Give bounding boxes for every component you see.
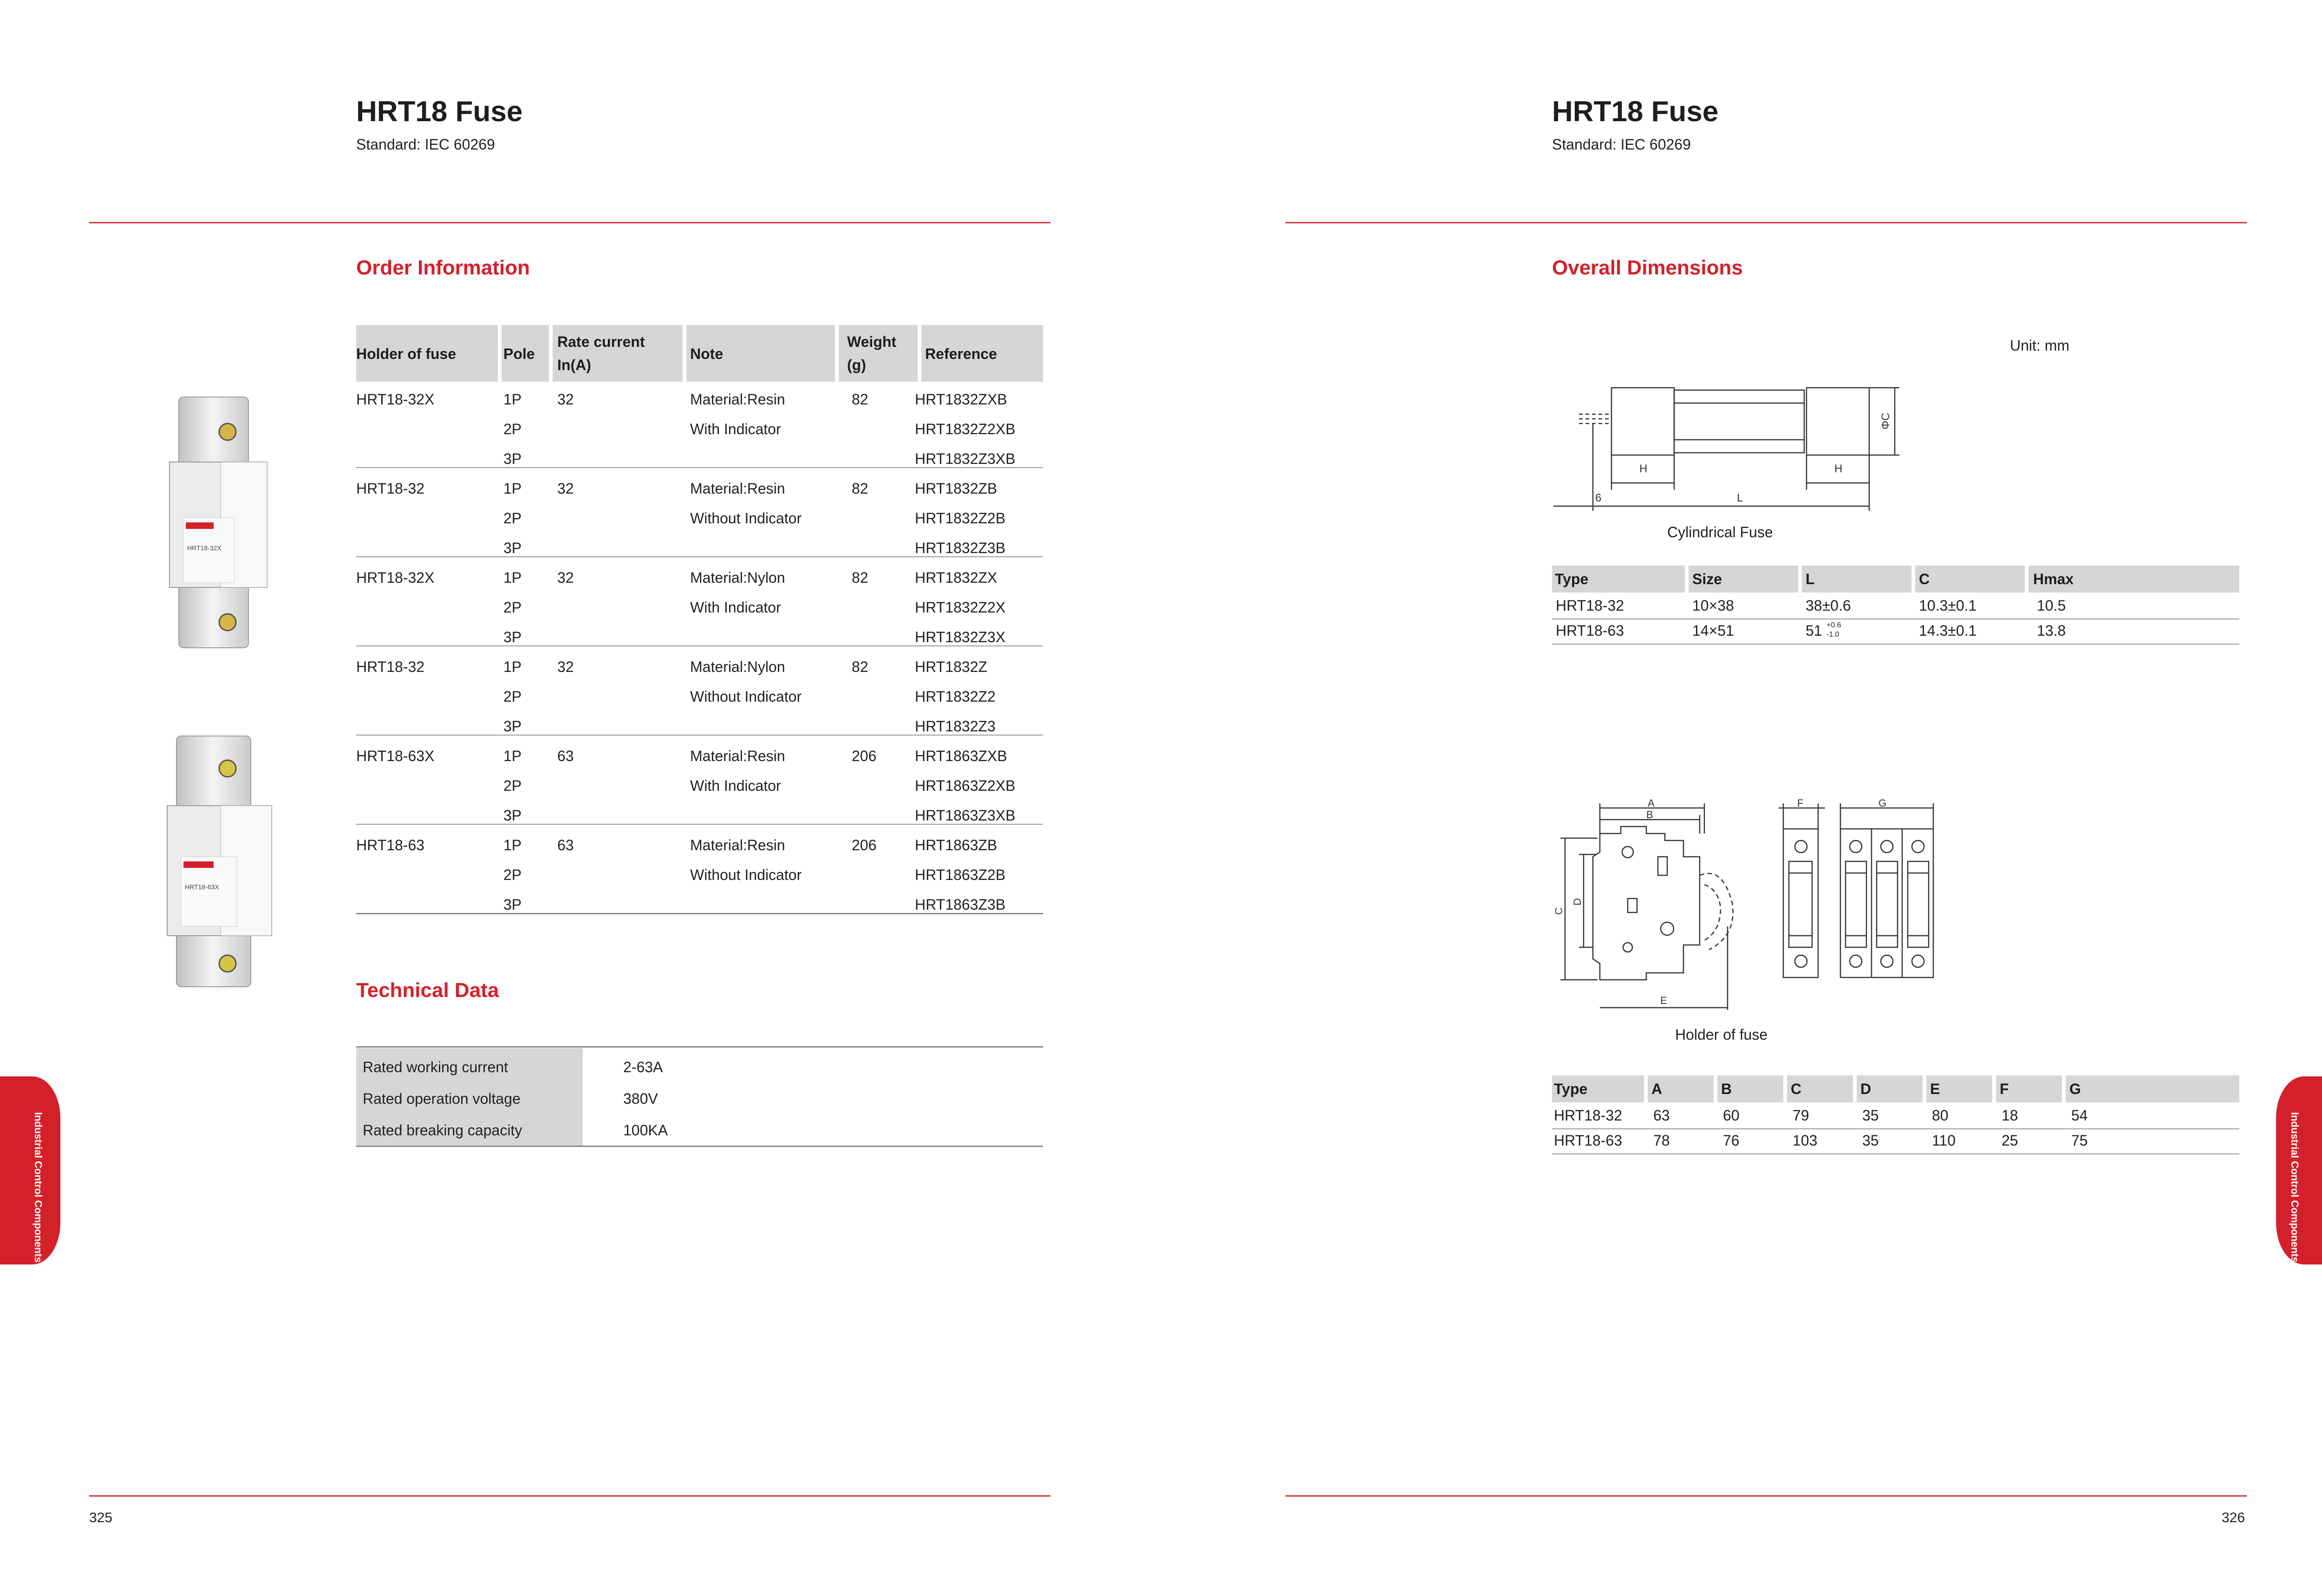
order-cell-note: With Indicator — [690, 777, 781, 794]
holder-row2-cell: 75 — [2071, 1132, 2088, 1149]
holder-dim-c: C — [1553, 907, 1565, 915]
order-header-weight-1: Weight — [847, 333, 897, 350]
holder-dim-d: D — [1572, 898, 1583, 905]
fuse-row2-l-tol-minus: -1.0 — [1826, 631, 1839, 638]
order-cell-reference: HRT1832Z3B — [915, 540, 1006, 556]
fuse-row2-size: 14×51 — [1692, 622, 1734, 639]
holder-dim-b: B — [1646, 809, 1653, 821]
holder-row1-cell: 80 — [1932, 1107, 1949, 1124]
order-group-divider — [356, 824, 1043, 825]
order-cell-current: 32 — [557, 480, 574, 497]
order-cell-reference: HRT1832ZX — [915, 569, 998, 586]
holder-row2-cell: 78 — [1653, 1132, 1670, 1149]
right-bottom-rule — [1285, 1495, 2247, 1497]
order-cell-pole: 3P — [503, 450, 522, 467]
fuse-dim-h2: H — [1834, 463, 1843, 475]
holder-dim-a: A — [1648, 797, 1655, 809]
order-cell-note: With Indicator — [690, 599, 781, 616]
holder-header-a: A — [1651, 1081, 1663, 1097]
fuse-dim-l: L — [1737, 492, 1743, 504]
order-cell-current: 63 — [557, 748, 574, 764]
order-cell-current: 32 — [557, 658, 574, 675]
order-cell-reference: HRT1863ZXB — [915, 748, 1007, 764]
order-cell-holder: HRT18-63 — [356, 837, 425, 853]
order-group-divider — [356, 913, 1043, 914]
order-header-pole: Pole — [503, 345, 535, 362]
order-cell-note: Material:Resin — [690, 837, 785, 853]
cylindrical-fuse-drawing — [1551, 362, 1923, 520]
order-cell-weight: 206 — [852, 837, 877, 853]
holder-header-type: Type — [1554, 1081, 1588, 1097]
order-cell-note: Without Indicator — [690, 688, 802, 705]
order-cell-current: 63 — [557, 837, 574, 853]
order-cell-weight: 82 — [852, 658, 868, 675]
order-cell-note: Without Indicator — [690, 510, 802, 527]
order-cell-pole: 1P — [503, 569, 522, 586]
order-cell-reference: HRT1832Z3XB — [915, 450, 1016, 467]
left-page-title: HRT18 Fuse — [356, 96, 523, 128]
order-header-holder: Holder of fuse — [356, 345, 457, 362]
fuse-row2-l-tol-plus: +0.6 — [1826, 621, 1841, 629]
order-cell-pole: 3P — [503, 540, 522, 556]
order-cell-pole: 2P — [503, 510, 522, 527]
order-cell-reference: HRT1832Z2B — [915, 510, 1006, 527]
order-cell-pole: 1P — [503, 837, 522, 853]
order-cell-note: Without Indicator — [690, 866, 802, 883]
holder-row2-cell: 25 — [2002, 1132, 2018, 1149]
order-cell-holder: HRT18-32X — [356, 569, 435, 586]
fuse-row1-type: HRT18-32 — [1556, 597, 1624, 614]
order-cell-holder: HRT18-32 — [356, 480, 425, 497]
order-group-divider — [356, 735, 1043, 736]
fuse-row1-l: 38±0.6 — [1806, 597, 1851, 614]
holder-dim-e: E — [1660, 995, 1667, 1006]
tech-row-label-3: Rated breaking capacity — [363, 1122, 522, 1139]
holder-row2-cell: HRT18-63 — [1554, 1132, 1623, 1149]
holder-header-c: C — [1791, 1081, 1802, 1097]
fuse-row1-size: 10×38 — [1692, 597, 1734, 614]
holder-row1-cell: 35 — [1862, 1107, 1879, 1124]
fuse-dim-h1: H — [1639, 463, 1648, 475]
order-cell-holder: HRT18-32 — [356, 658, 425, 675]
fuse-header-c: C — [1919, 571, 1930, 587]
order-cell-reference: HRT1832Z3X — [915, 629, 1006, 645]
holder-row2-cell: 103 — [1793, 1132, 1818, 1149]
right-page-number: 326 — [2222, 1510, 2245, 1525]
unit-label: Unit: mm — [2010, 337, 2069, 354]
holder-header-e: E — [1930, 1081, 1940, 1097]
tech-row-value-3: 100KA — [623, 1122, 668, 1139]
holder-table-bottom-rule — [1552, 1153, 2239, 1154]
order-cell-reference: HRT1832ZB — [915, 480, 998, 497]
order-cell-current: 32 — [557, 569, 574, 586]
order-cell-reference: HRT1863Z3XB — [915, 807, 1016, 824]
order-cell-weight: 82 — [852, 480, 868, 497]
order-cell-weight: 82 — [852, 569, 868, 586]
holder-header-d: D — [1860, 1081, 1872, 1097]
order-cell-pole: 2P — [503, 421, 522, 437]
order-cell-holder: HRT18-63X — [356, 748, 435, 764]
order-cell-pole: 2P — [503, 866, 522, 883]
photo-label-1: HRT18-32X — [187, 544, 222, 552]
fuse-dim-phic: ΦC — [1879, 412, 1892, 430]
order-cell-pole: 3P — [503, 718, 522, 735]
fuse-table-bottom-rule — [1552, 644, 2239, 645]
fuse-header-bg-l — [1802, 566, 1911, 593]
holder-dim-g: G — [1878, 797, 1887, 809]
cylindrical-fuse-caption: Cylindrical Fuse — [1667, 524, 1773, 541]
holder-row2-cell: 110 — [1932, 1132, 1956, 1149]
fuse-holder-photo-32 — [165, 392, 276, 652]
order-cell-reference: HRT1832Z2XB — [915, 421, 1016, 437]
order-cell-pole: 1P — [503, 480, 522, 497]
order-group-divider — [356, 556, 1043, 557]
overall-dimensions-heading: Overall Dimensions — [1552, 256, 1743, 279]
fuse-row2-hmax: 13.8 — [2037, 622, 2066, 639]
fuse-row1-c: 10.3±0.1 — [1919, 597, 1977, 614]
order-cell-reference: HRT1832ZXB — [915, 391, 1007, 408]
order-cell-reference: HRT1863Z2XB — [915, 777, 1016, 794]
order-cell-note: With Indicator — [690, 421, 781, 437]
technical-data-heading: Technical Data — [356, 979, 499, 1002]
fuse-holder-drawing — [1551, 796, 1960, 1010]
fuse-header-size: Size — [1692, 571, 1722, 587]
order-cell-pole: 3P — [503, 629, 522, 645]
order-cell-pole: 3P — [503, 896, 522, 913]
order-group-divider — [356, 467, 1043, 468]
fuse-header-bg-c — [1915, 566, 2025, 593]
order-cell-note: Material:Nylon — [690, 658, 785, 675]
order-cell-weight: 82 — [852, 391, 868, 408]
holder-row1-cell: 63 — [1653, 1107, 1670, 1124]
order-cell-current: 32 — [557, 391, 574, 408]
order-cell-reference: HRT1832Z3 — [915, 718, 996, 735]
holder-dim-f: F — [1797, 797, 1804, 809]
holder-row1-cell: 54 — [2071, 1107, 2088, 1124]
right-page-title: HRT18 Fuse — [1552, 96, 1719, 128]
holder-row1-cell: 18 — [2002, 1107, 2018, 1124]
tech-row-label-2: Rated operation voltage — [363, 1090, 521, 1107]
fuse-row1-hmax: 10.5 — [2037, 597, 2066, 614]
holder-row2-cell: 76 — [1723, 1132, 1740, 1149]
order-group-divider — [356, 645, 1043, 646]
order-cell-reference: HRT1832Z — [915, 658, 987, 675]
holder-header-bg-g — [2066, 1075, 2239, 1102]
order-cell-reference: HRT1832Z2X — [915, 599, 1006, 616]
left-page-number: 325 — [89, 1510, 113, 1525]
right-side-tab-text: Industrial Control Components — [2289, 1112, 2301, 1263]
left-bottom-rule — [89, 1495, 1050, 1497]
fuse-row2-l: 51 — [1806, 622, 1822, 639]
order-header-current-2: In(A) — [557, 357, 591, 373]
right-standard: Standard: IEC 60269 — [1552, 136, 1691, 153]
order-cell-reference: HRT1863Z2B — [915, 866, 1006, 883]
order-cell-pole: 1P — [503, 658, 522, 675]
right-top-rule — [1285, 222, 2247, 223]
order-cell-pole: 2P — [503, 688, 522, 705]
holder-row1-cell: 79 — [1793, 1107, 1809, 1124]
order-cell-pole: 1P — [503, 748, 522, 764]
fuse-holder-photo-63 — [163, 731, 279, 991]
fuse-row2-type: HRT18-63 — [1556, 622, 1624, 639]
order-cell-reference: HRT1863Z3B — [915, 896, 1006, 913]
order-cell-note: Material:Resin — [690, 391, 785, 408]
order-information-heading: Order Information — [356, 256, 530, 279]
tech-table-top-rule — [356, 1046, 1043, 1048]
holder-header-g: G — [2069, 1081, 2081, 1097]
tech-row-label-1: Rated working current — [363, 1059, 509, 1075]
order-header-reference: Reference — [925, 345, 997, 362]
order-cell-pole: 3P — [503, 807, 522, 824]
left-top-rule — [89, 222, 1050, 223]
order-header-current-1: Rate current — [557, 333, 645, 350]
fuse-dim-6: 6 — [1595, 492, 1602, 504]
holder-row2-cell: 35 — [1862, 1132, 1879, 1149]
order-cell-note: Material:Nylon — [690, 569, 785, 586]
order-header-note: Note — [690, 345, 724, 362]
tech-row-value-2: 380V — [623, 1090, 658, 1107]
order-cell-holder: HRT18-32X — [356, 391, 435, 408]
photo-label-2: HRT18-63X — [185, 883, 219, 891]
left-side-tab — [0, 1076, 60, 1264]
holder-row1-cell: HRT18-32 — [1554, 1107, 1623, 1124]
left-side-tab-text: Industrial Control Components — [33, 1112, 44, 1263]
order-cell-note: Material:Resin — [690, 748, 785, 764]
order-cell-pole: 1P — [503, 391, 522, 408]
order-cell-weight: 206 — [852, 748, 877, 764]
fuse-header-hmax: Hmax — [2033, 571, 2074, 587]
order-header-weight-2: (g) — [847, 357, 866, 373]
tech-table-bottom-rule — [356, 1146, 1043, 1147]
holder-row1-cell: 60 — [1723, 1107, 1740, 1124]
holder-header-f: F — [2000, 1081, 2009, 1097]
fuse-row2-c: 14.3±0.1 — [1919, 622, 1977, 639]
order-cell-note: Material:Resin — [690, 480, 785, 497]
order-cell-reference: HRT1832Z2 — [915, 688, 996, 705]
order-cell-reference: HRT1863ZB — [915, 837, 998, 853]
order-cell-pole: 2P — [503, 599, 522, 616]
fuse-header-type: Type — [1555, 571, 1589, 587]
holder-header-b: B — [1721, 1081, 1732, 1097]
holder-row-divider — [1552, 1128, 2239, 1129]
tech-row-value-1: 2-63A — [623, 1059, 663, 1075]
fuse-header-l: L — [1806, 571, 1815, 587]
holder-of-fuse-caption: Holder of fuse — [1675, 1026, 1768, 1043]
order-cell-pole: 2P — [503, 777, 522, 794]
left-standard: Standard: IEC 60269 — [356, 136, 495, 153]
